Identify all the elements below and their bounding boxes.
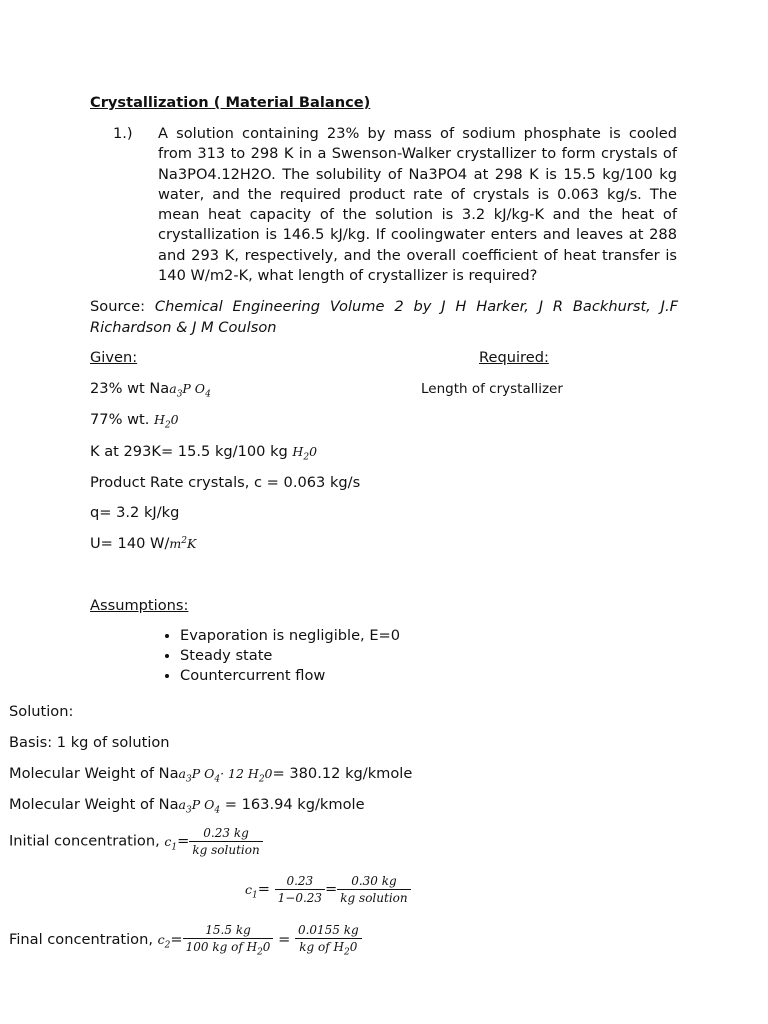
assumption-item: • Evaporation is negligible, E=0 [180, 626, 400, 646]
fraction-numerator: 15.5 kg [183, 923, 274, 939]
given-water [90, 411, 179, 431]
given-heading: Given: [90, 349, 138, 366]
given-u-label: U= 140 W/ [90, 535, 170, 552]
assumption-item: • Countercurrent flow [180, 666, 400, 686]
required-item: Length of crystallizer [421, 381, 563, 397]
formula-na3po4: $a_3P$ $O_4$ [178, 797, 221, 816]
given-water-label: 77% wt. [90, 411, 150, 428]
denominator-text: 100 kg of H [185, 940, 258, 954]
symbol-c1: $c_1$ [164, 833, 178, 852]
solution-basis: Basis: 1 kg of solution [9, 734, 170, 751]
final-fraction-1 [183, 923, 274, 957]
denominator-text: kg of H [299, 940, 344, 954]
initial-concentration-label: Initial concentration, [9, 832, 160, 850]
mw-anhydrous-value: = 163.94 kg/kmole [220, 796, 365, 813]
problem-number: 1.) [113, 125, 133, 142]
mw-hydrate-value: = 380.12 kg/kmole [272, 765, 413, 782]
problem-text: A solution containing 23% by mass of sodium phosphate is cooled from 313 to 298 K in a Swenson-Walker crystallizer to form crystals of Na3PO4.12H2O. The solubility of Na3PO4 at 298 K is 15.5 kg/100 kg water, and the required product rate of crystals is 0.063 kg/s. The mean heat capacity of the solution is 3.2 kJ/kg-K and the heat of crystallization is 146.5 kJ/kg. If coolingwater enters and leaves at 288 and 293 K, respectively, and the overall coefficient of heat transfer is 140 W/m2-K, what length of crystallizer is required? [158, 125, 677, 285]
fraction-numerator: 0.0155 kg [295, 923, 362, 939]
molecular-weight-hydrate [9, 765, 412, 785]
source-citation [90, 297, 678, 338]
given-product-rate: Product Rate crystals, c = 0.063 kg/s [90, 474, 361, 491]
fraction-denominator: 1−0.23 [277, 891, 323, 905]
given-solubility [90, 443, 317, 463]
fraction-denominator: kg of $H_20$ [299, 940, 358, 958]
molecular-weight-anhydrous [9, 796, 365, 816]
final-fraction-2 [295, 923, 362, 957]
final-concentration: Final concentration, $c_2=$ $\frac{15.5 kg}{100 kg of H_20}$ = $\frac{0.0155 kg}{kg of H_20}$ [9, 923, 362, 957]
solution-heading: Solution: [9, 703, 74, 720]
required-heading: Required: [479, 349, 549, 366]
formula-h2o: $H_20$ [154, 412, 179, 431]
fraction-numerator: 0.23 [275, 874, 325, 890]
given-sodium-phosphate [90, 380, 211, 400]
formula-m2k: $m^2K$ [169, 535, 197, 551]
final-concentration-label: Final concentration, [9, 931, 153, 949]
source-label: Source: [90, 298, 146, 315]
c1-calculation: $c_1=$ $\frac{0.23}{1-0.23}$ = $\frac{0.30 kg}{\text{kg solution}}$ [245, 874, 411, 905]
formula-na3po4: $a_3P$ $O_4$ [169, 381, 211, 400]
symbol-c2: $c_2$ [157, 932, 171, 951]
assumptions-heading: Assumptions: [90, 597, 189, 614]
assumptions-list [158, 626, 400, 687]
formula-na3po4-12h2o: $a_3P$ $O_4\cdot 12$ $H_20$ [178, 766, 273, 785]
given-heat-capacity: q= 3.2 kJ/kg [90, 504, 180, 521]
initial-concentration: Initial concentration, $c_1=$ $\frac{0.23 kg}{\text{kg solution}}$ [9, 826, 263, 857]
fraction-denominator: kg solution [340, 891, 408, 905]
document-title: Crystallization ( Material Balance) [90, 94, 371, 111]
fraction-denominator: kg solution [192, 843, 260, 857]
mw-anhydrous-label: Molecular Weight of Na [9, 796, 179, 813]
assumption-item: • Steady state [180, 646, 400, 666]
fraction-denominator: 100 kg of $H_20$ [185, 940, 271, 958]
fraction-numerator: 0.30 kg [337, 874, 410, 890]
c1-fraction-1 [275, 874, 325, 905]
symbol-c1: $c_1$ [245, 881, 258, 900]
source-reference: Chemical Engineering Volume 2 by J H Harker, J R Backhurst, J.F Richardson & J M Coulson [90, 298, 679, 336]
given-heat-transfer-coefficient [90, 535, 196, 552]
given-solubility-label: K at 293K= 15.5 kg/100 kg [90, 443, 288, 460]
formula-h2o: $H_20$ [292, 444, 318, 463]
given-sodium-phosphate-label: 23% wt Na [90, 380, 170, 397]
fraction-numerator: 0.23 kg [189, 826, 262, 842]
mw-hydrate-label: Molecular Weight of Na [9, 765, 179, 782]
initial-fraction [189, 826, 262, 857]
c1-fraction-2 [337, 874, 410, 905]
